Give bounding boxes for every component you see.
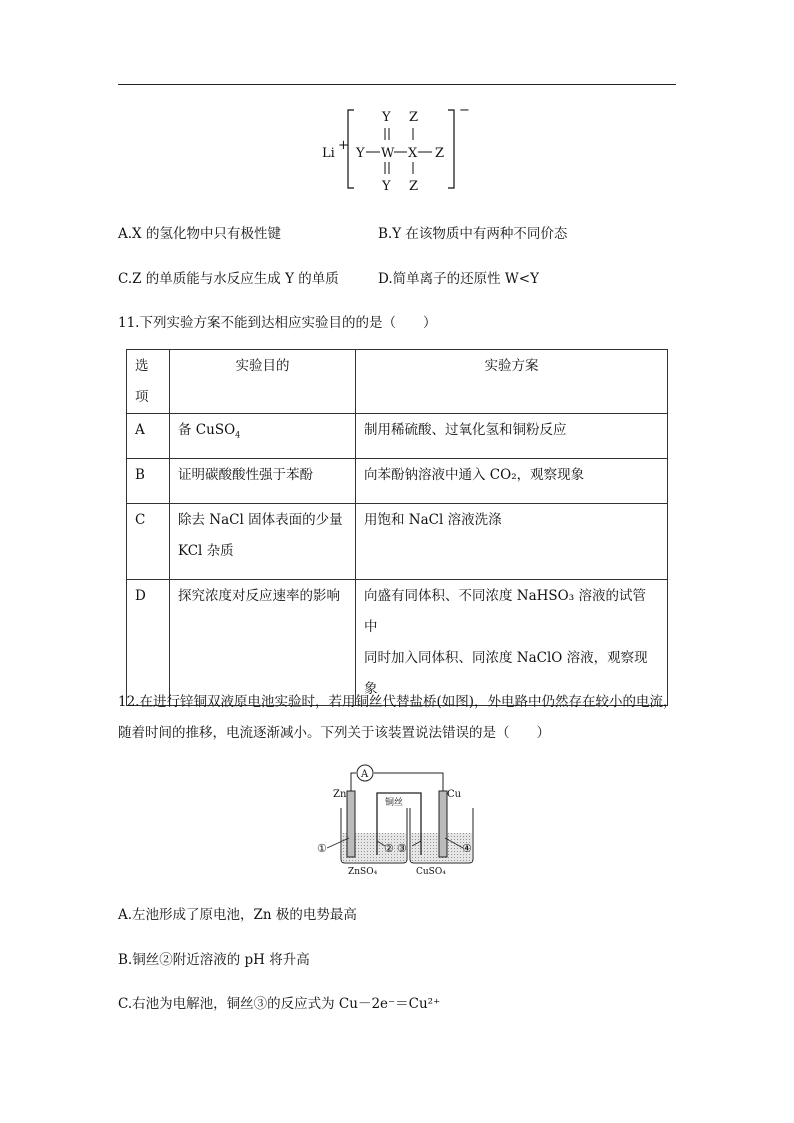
atom-z-bottom: Z — [409, 179, 419, 194]
table-row — [127, 504, 668, 580]
marker-2: ② — [384, 842, 394, 855]
q12-stem-line1: 12.在进行锌铜双液原电池实验时，若用铜丝代替盐桥(如图)，外电路中仍然存在较小的电流， — [118, 694, 677, 710]
row-c-plan: 用饱和 NaCl 溶液洗涤 — [364, 512, 502, 528]
header-option: 选项 — [127, 350, 170, 414]
ammeter-label: A — [361, 769, 369, 780]
atom-z-right: Z — [435, 146, 445, 161]
galvanic-cell-figure — [315, 763, 485, 878]
cu-electrode — [439, 791, 447, 857]
table-header-row — [127, 350, 668, 414]
row-d-option: D — [135, 588, 146, 604]
q12-option-b: B.铜丝②附近溶液的 pH 将升高 — [118, 952, 310, 968]
row-d-plan: 向盛有同体积、不同浓度 NaHSO₃ 溶液的试管中 同时加入同体积、同浓度 NaClO 溶液，观察现象 — [364, 588, 648, 697]
header-plan: 实验方案 — [356, 350, 668, 414]
atom-x: X — [408, 146, 418, 161]
header-rule — [118, 84, 676, 85]
atom-y-bottom: Y — [382, 179, 391, 194]
table-row — [127, 459, 668, 504]
structural-formula — [318, 100, 478, 200]
q10-option-c: C.Z 的单质能与水反应生成 Y 的单质 — [118, 271, 339, 287]
copper-wire-label: 铜丝 — [385, 798, 404, 808]
row-c-purpose: 除去 NaCl 固体表面的少量 KCl 杂质 — [178, 512, 343, 559]
atom-y-top: Y — [382, 110, 391, 125]
row-b-option: B — [135, 467, 145, 483]
right-solution-label: CuSO₄ — [416, 867, 446, 877]
row-a-plan: 制用稀硫酸、过氧化氢和铜粉反应 — [364, 422, 567, 438]
right-bracket — [448, 110, 454, 188]
q10-option-a: A.X 的氢化物中只有极性键 — [118, 226, 281, 242]
header-purpose: 实验目的 — [170, 350, 356, 414]
table-row — [127, 580, 668, 706]
q10-option-b: B.Y 在该物质中有两种不同价态 — [378, 226, 568, 242]
row-a-purpose: 备 CuSO$_4$ — [178, 422, 241, 440]
atom-w: W — [381, 146, 395, 161]
q12-option-c: C.右池为电解池，铜丝③的反应式为 Cu－2e⁻＝Cu²⁺ — [118, 996, 441, 1012]
table-row — [127, 414, 668, 459]
zn-label: Zn — [333, 789, 347, 800]
q12-option-a: A.左池形成了原电池，Zn 极的电势最高 — [118, 907, 357, 923]
wire-right — [374, 773, 443, 791]
marker-3: ③ — [397, 842, 407, 855]
q12-stem-line2: 随着时间的推移，电流逐渐减小。下列关于该装置说法错误的是（ ） — [118, 725, 550, 741]
q11-stem: 11.下列实验方案不能到达相应实验目的的是（ ） — [118, 315, 437, 331]
marker-1: ① — [317, 842, 327, 855]
left-solution-label: ZnSO₄ — [348, 867, 378, 877]
cation-symbol: Li — [322, 146, 335, 161]
cu-label: Cu — [447, 789, 462, 800]
atom-z-top: Z — [409, 110, 419, 125]
experiment-table — [126, 349, 668, 706]
atom-y-left: Y — [356, 146, 365, 161]
row-b-plan: 向苯酚钠溶液中通入 CO₂，观察现象 — [364, 467, 585, 483]
zn-electrode — [347, 791, 355, 857]
row-c-option: C — [135, 512, 146, 528]
cation-charge: + — [338, 138, 349, 153]
anion-charge: − — [459, 103, 470, 118]
marker-4: ④ — [462, 842, 472, 855]
q10-option-d: D.简单离子的还原性 W<Y — [378, 271, 540, 287]
wire-left — [351, 773, 356, 791]
row-a-option: A — [135, 422, 145, 438]
row-b-purpose: 证明碳酸酸性强于苯酚 — [178, 467, 313, 483]
row-d-purpose: 探究浓度对反应速率的影响 — [178, 588, 340, 604]
